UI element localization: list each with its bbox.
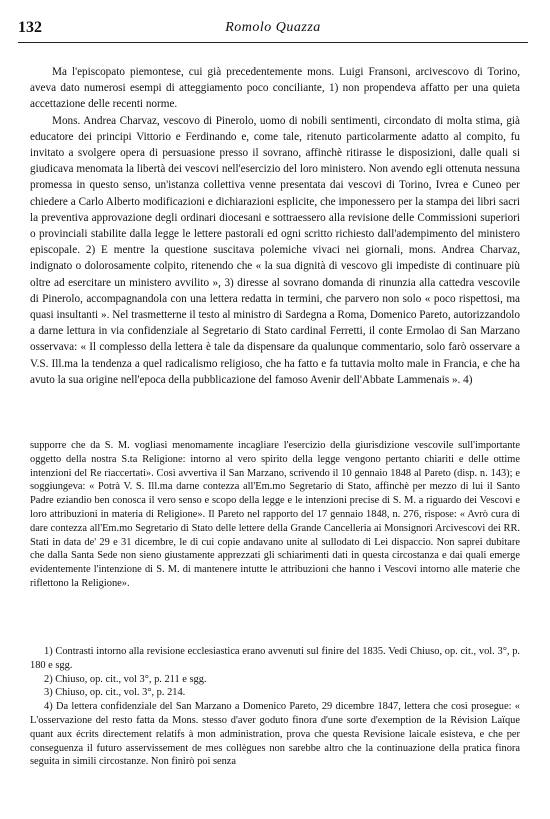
main-text — [30, 64, 520, 388]
paragraph-2: Mons. Andrea Charvaz, vescovo di Pinerolo, uomo di nobili sentimenti, circondato di molta stima, già educatore dei principi Vittorio e Ferdinando e, come tale, ritenuto particolarmente adatto al compito, fu invitato a svolgere opera di persuasione presso il sovrano, affinchè ritirasse le disposizioni, dalle quali si giudicava menomata la libertà dei vescovi nell'esercizio del loro ministero. Non avendo egli ottenuta nessuna promessa in questo senso, un'istanza collettiva venne presentata dai vescovi di Torino, Ivrea e Cuneo per chiedere a Carlo Alberto modificazioni e dichiarazioni esplicite, che imponessero per la stampa dei libri sacri la preventiva approvazione degli ordinari diocesani e sottraessero alla revisione delle Commissioni superiori o provinciali stabilite dalla legge le lettere pastorali ed ogni scritto richiesto dall'adempimento del ministero episcopale. 2) E mentre la questione suscitava polemiche vivaci nei giornali, mons. Andrea Charvaz, indignato o dolorosamente colpito, ritenendo che « la sua dignità di vescovo gli impediste di continuare più oltre ad esercitare un ministero avvilito », 3) diresse al sovrano domanda di rinunzia alla cattedra vescovile di Pinerolo, accompagnandola con una lettera redatta in termini, che parvero non solo « poco rispettosi, ma quasi insultanti ». Nel trasmetterne il testo al ministro di Sardegna a Roma, Domenico Pareto, autorizzandolo a darne lettura in via confidenziale al Segretario di Stato cardinal Ferretti, il conte Ermolao di San Marzano osservava: « Il complesso della lettera è tale da dispensare da qualunque commentario, solo farò osservare a V.S. Ill.ma la tendenza a quel radicalismo religioso, che ha fatto e fa tuttavia molto male in Francia, e che ha avuto la sua origine nell'epoca della pubblicazione del famoso Avenir dell'Abbate Lammenais ». 4) — [30, 114, 520, 386]
footnotes — [30, 645, 520, 769]
footnote-2: 2) Chiuso, op. cit., vol 3°, p. 211 e sgg. — [44, 673, 207, 685]
continued-footnote-text: supporre che da S. M. vogliasi menomamente incagliare l'esercizio della giurisdizione vescovile sull'importante oggetto della nostra S.ta Religione: intorno al vero spirito della legge vengono pertanto chiariti e delle ottime intenzioni del Re riaccertati». Così avvertiva il San Marzano, scrivendo il 10 gennaio 1848 al Pareto (disp. n. 143); e soggiungeva: « Potrà V. S. Ill.ma darne contezza all'Em.mo Segretario di Stato, affinchè per mezzo di lui il Santo Padre eziandio ben conosca il vero senso e scopo della legge e le intenzioni precise di S. M. a riguardo dei Vescovi e loro attribuzioni in materia di Religione». Il Pareto nel rapporto del 17 gennaio 1848, n. 276, rispose: « Avrò cura di dare contezza all'Em.mo Segretario di Stato delle lettere della Grande Cancelleria ai Monsignori Arcivescovi dei RR. Stati in data de' 29 e 31 dicembre, le di cui copie andavano unite al sullodato di Lei dispaccio. Non saprei dubitare che dalla Santa Sede non sieno giustamente apprezzati gli schiarimenti dati in questa circostanza e dai quali emerge evidentemente l'intenzione di S. M. di mantenere intutte le attribuzioni che hanno i Vescovi intorno alle materie che riflettono la Religione». — [30, 440, 520, 589]
footnote-3: 3) Chiuso, op. cit., vol. 3°, p. 214. — [44, 687, 186, 699]
header-rule — [18, 42, 528, 43]
footnote-1: 1) Contrasti intorno alla revisione ecclesiastica erano avvenuti sul finire del 1835. Vedi Chiuso, op. cit., vol. 3°, p. 180 e sgg. — [30, 646, 520, 671]
paragraph-1: Ma l'episcopato piemontese, cui già precedentemente mons. Luigi Fransoni, arcivescovo di Torino, aveva dato numerosi esempi di atteggiamento poco conciliante, 1) non propendeva affatto per una quieta accettazione delle recenti norme. — [30, 66, 520, 111]
running-title: Romolo Quazza — [225, 20, 321, 35]
page-number: 132 — [18, 19, 42, 36]
page-header — [18, 19, 528, 39]
footnote-4: 4) Da lettera confidenziale del San Marzano a Domenico Pareto, 29 dicembre 1847, lettera che così prosegue: « L'osservazione del resto fatta da Mons. stesso d'aver goduto finora d'une sorte d'exemption de la Révision Laïque quant aux écrits directement relatifs à mon administration, prova che questa Revisione laicale esisteva, e che per conseguenza il futuro asservissement de mes collègues non sarebbe altro che la continuazione della pratica finora seguita in simili circostanze. Non finirò poi senza — [30, 701, 520, 768]
continued-footnote — [30, 439, 520, 591]
